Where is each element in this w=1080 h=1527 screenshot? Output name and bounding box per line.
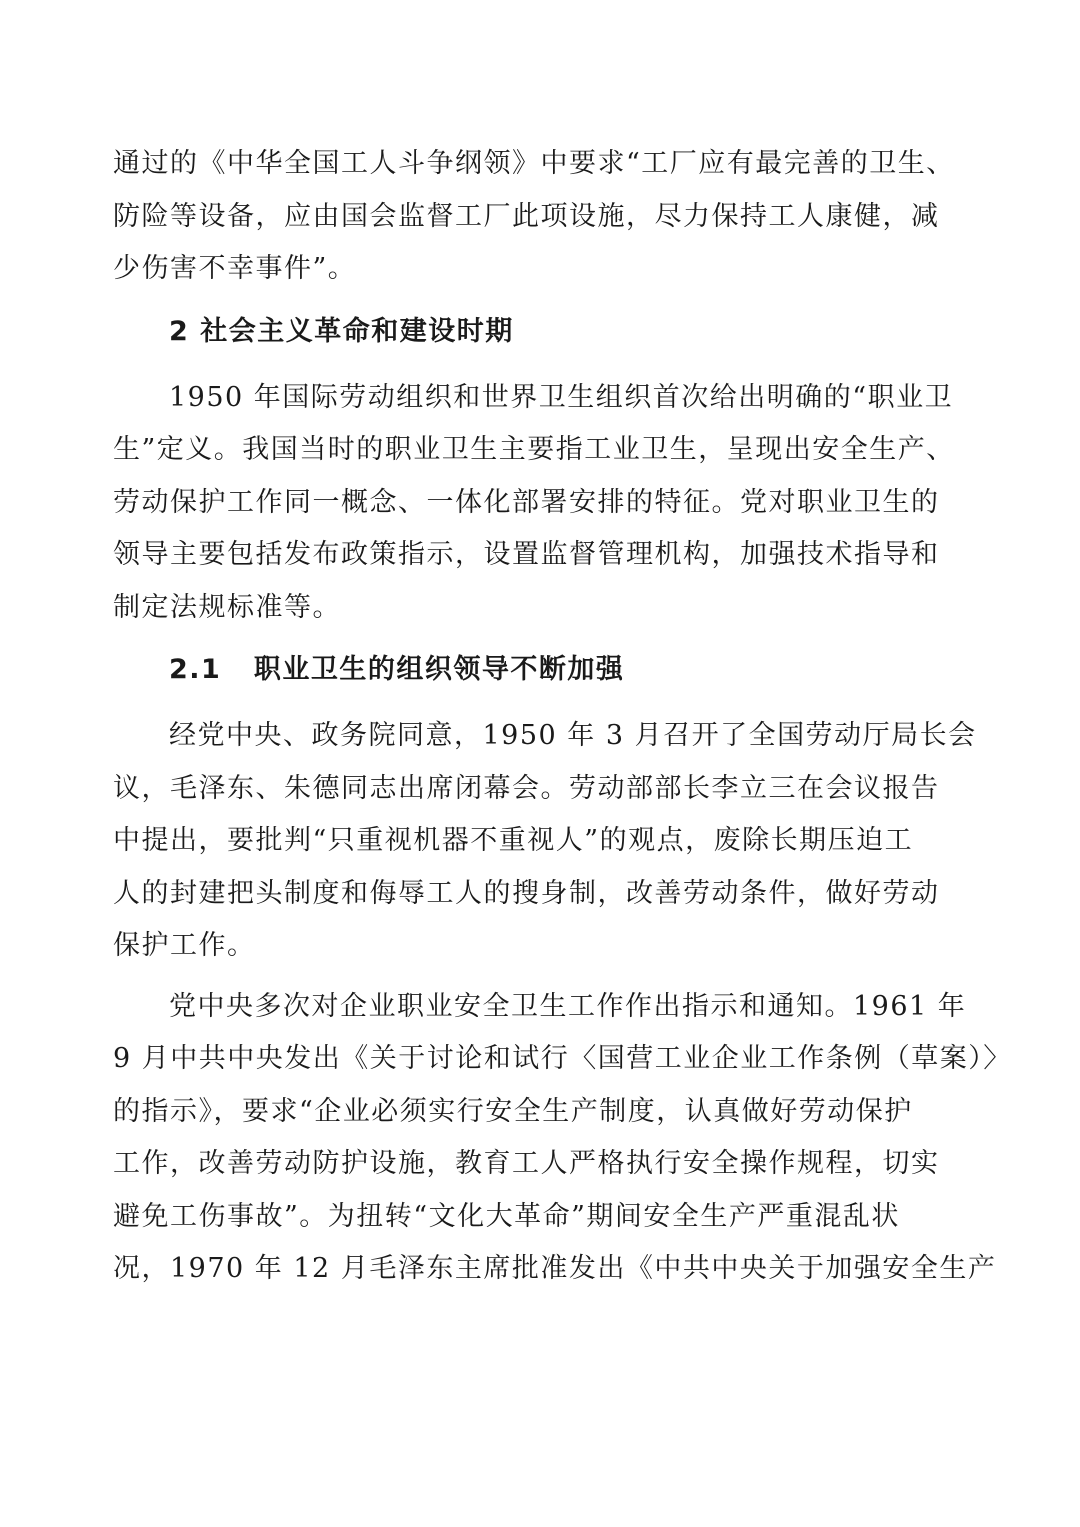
text-line: 党中央多次对企业职业安全卫生工作作出指示和通知。1961 年 — [169, 990, 967, 1022]
text-line: 9 月中共中央发出《关于讨论和试行〈国营工业企业工作条例（草案）〉 — [113, 1043, 1012, 1074]
text-line: 工作，改善劳动防护设施，教育工人严格执行安全操作规程，切实 — [113, 1148, 940, 1179]
text-line: 生”定义。我国当时的职业卫生主要指工业卫生，呈现出安全生产、 — [113, 434, 955, 465]
text-line: 制定法规标准等。 — [113, 591, 341, 623]
paragraph-2 — [113, 372, 969, 635]
text-line: 通过的《中华全国工人斗争纲领》中要求“工厂应有最完善的卫生、 — [113, 148, 955, 179]
paragraph-3 — [113, 710, 977, 973]
text-line: 避免工伤事故”。为扭转“文化大革命”期间安全生产严重混乱状 — [113, 1200, 900, 1232]
text-line: 1950 年国际劳动组织和世界卫生组织首次给出明确的“职业卫 — [169, 381, 954, 413]
text-line: 中提出，要批判“只重视机器不重视人”的观点，废除长期压迫工 — [113, 825, 914, 856]
text-line: 况，1970 年 12 月毛泽东主席批准发出《中共中央关于加强安全生产 — [113, 1253, 997, 1284]
section-number: 2.1 — [169, 654, 222, 685]
paragraph-4 — [113, 981, 1012, 1296]
text-line: 经党中央、政务院同意，1950 年 3 月召开了全国劳动厅局长会 — [169, 720, 977, 751]
section-heading-2-1 — [113, 644, 969, 696]
text-line: 领导主要包括发布政策指示，设置监督管理机构，加强技术指导和 — [113, 539, 940, 570]
section-title: 社会主义革命和建设时期 — [200, 315, 514, 347]
section-heading-2 — [113, 306, 969, 358]
text-line: 议，毛泽东、朱德同志出席闭幕会。劳动部部长李立三在会议报告 — [113, 772, 940, 804]
text-line: 人的封建把头制度和侮辱工人的搜身制，改善劳动条件，做好劳动 — [113, 877, 940, 909]
text-line: 保护工作。 — [113, 930, 256, 961]
document-page — [113, 138, 1012, 1304]
section-title: 职业卫生的组织领导不断加强 — [253, 654, 625, 685]
text-line: 劳动保护工作同一概念、一体化部署安排的特征。党对职业卫生的 — [113, 486, 940, 518]
text-line: 的指示》，要求“企业必须实行安全生产制度，认真做好劳动保护 — [113, 1095, 913, 1127]
text-line: 少伤害不幸事件”。 — [113, 253, 357, 284]
text-line: 防险等设备，应由国会监督工厂此项设施，尽力保持工人康健，减 — [113, 200, 940, 232]
paragraph-1 — [113, 138, 969, 296]
section-number: 2 — [169, 315, 190, 347]
